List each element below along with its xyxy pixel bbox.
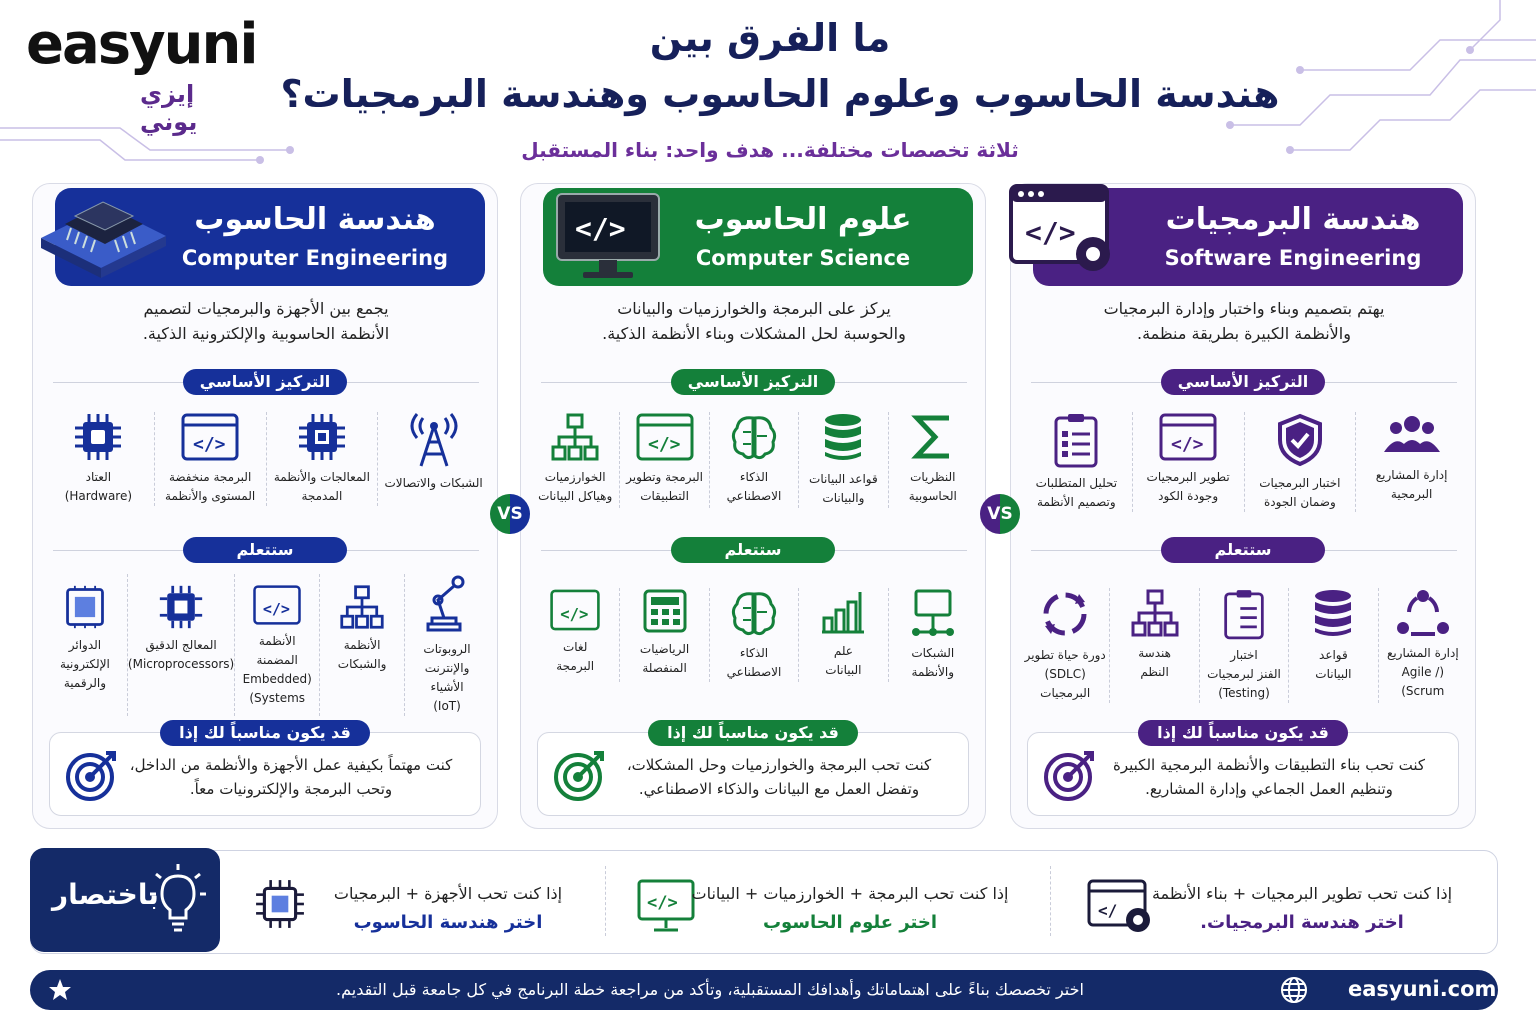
list-item: هندسة النظم xyxy=(1110,588,1199,703)
code-window-icon xyxy=(1158,412,1218,462)
target-icon xyxy=(64,747,120,803)
globe-icon xyxy=(1280,976,1308,1004)
column-computer-engineering xyxy=(32,183,498,829)
list-item: الذكاء الاصطناعي xyxy=(710,588,799,682)
ce-title-ar: هندسة الحاسوب xyxy=(194,202,436,237)
se-fit-box: كنت تحب بناء التطبيقات والأنظمة البرمجية الكبيرة وتنظيم العمل الجماعي وإدارة المشاريع. xyxy=(1027,732,1459,816)
code-window-icon xyxy=(180,412,240,462)
hierarchy-icon xyxy=(1130,588,1180,638)
list-item: الدوائر الإلكترونية والرقمية xyxy=(43,574,128,716)
cs-fit-label: قد يكون مناسباً لك إذا xyxy=(648,720,858,746)
list-item: الرياضيات المنفصلة xyxy=(620,588,709,682)
cs-header xyxy=(543,188,973,286)
ce-title-en: Computer Engineering xyxy=(181,246,449,270)
svg-text:</>: </> xyxy=(647,434,681,455)
svg-text:</>: </> xyxy=(560,605,589,624)
summary-item-cs: </> إذا كنت تحب البرمجة + الخوارزميات + البيانات اختر علوم الحاسوب xyxy=(630,856,1040,948)
ce-focus-label: التركيز الأساسي xyxy=(183,369,347,395)
list-item: </> البرمجة وتطوير التطبيقات xyxy=(620,412,709,508)
website-link[interactable]: easyuni.com xyxy=(1348,977,1497,1001)
microchip-icon xyxy=(158,584,204,630)
summary-item-ce: إذا كنت تحب الأجهزة + البرمجيات اختر هندسة الحاسوب xyxy=(248,856,588,948)
list-item: الشبكات والأنظمة xyxy=(889,588,977,682)
list-item: </> البرمجة منخفضة المستوى والأنظمة xyxy=(155,412,267,506)
svg-text:</>: </> xyxy=(193,434,226,455)
se-fit-label: قد يكون مناسباً لك إذا xyxy=(1138,720,1348,746)
svg-text:</>: </> xyxy=(575,212,626,245)
code-window-icon xyxy=(549,588,601,632)
se-learn-label: ستتعلم xyxy=(1161,537,1325,563)
svg-text:</: </ xyxy=(1098,901,1118,920)
code-window-icon xyxy=(252,584,302,626)
summary-badge xyxy=(30,848,220,952)
cs-title-en: Computer Science xyxy=(695,246,911,270)
page-title-line2: هندسة الحاسوب وعلوم الحاسوب وهندسة البرمجيات؟ xyxy=(280,72,1280,116)
code-window-icon xyxy=(635,412,695,462)
list-item: الروبوتات والإنترنت الأشياء (IoT) xyxy=(405,574,489,716)
tree-icon xyxy=(549,412,601,462)
svg-text:</>: </> xyxy=(1025,216,1076,249)
clipboard-icon xyxy=(1052,412,1100,468)
bar-chart-icon xyxy=(820,588,866,636)
ce-fit-box: كنت مهتماً بكيفية عمل الأجهزة والأنظمة من الداخل، وتحب البرمجة والإلكترونيات معاً. xyxy=(49,732,481,816)
monitor-code-icon xyxy=(553,190,663,282)
cs-learn-label: ستتعلم xyxy=(671,537,835,563)
list-item: قواعد البيانات والبيانات xyxy=(799,412,888,508)
refresh-cycle-icon xyxy=(1039,588,1091,640)
list-item: إدارة المشاريع (Agile / Scrum) xyxy=(1379,588,1467,703)
list-item: </> تطوير البرمجيات وجودة الكود xyxy=(1133,412,1245,512)
list-item: الذكاء الاصطناعي xyxy=(710,412,799,508)
list-item: تحليل المتطلبات وتصميم الأنظمة xyxy=(1021,412,1133,512)
summary-item-se: </ إذا كنت تحب تطوير البرمجيات + بناء الأنظمة اختر هندسة البرمجيات. xyxy=(1080,856,1490,948)
database-icon xyxy=(821,412,865,464)
target-icon xyxy=(1042,747,1098,803)
star-icon xyxy=(48,978,72,1002)
circuit-icon xyxy=(62,584,108,630)
list-item: دورة حياة تطوير (SDLC) البرمجيات xyxy=(1021,588,1110,703)
list-item: الخوارزميات وهياكل البيانات xyxy=(531,412,620,508)
vs-badge: VS xyxy=(490,494,530,534)
ce-learn-row xyxy=(43,574,489,716)
list-item: اختبار البرمجيات وضمان الجودة xyxy=(1245,412,1357,512)
list-item: الأنظمة والشبكات xyxy=(320,574,405,716)
svg-text:</>: </> xyxy=(1171,434,1204,455)
svg-text:</>: </> xyxy=(647,893,678,913)
list-item: علم البيانات xyxy=(799,588,888,682)
se-focus-label: التركيز الأساسي xyxy=(1161,369,1325,395)
page-subtitle: ثلاثة تخصصات مختلفة... هدف واحد: بناء المستقبل xyxy=(521,138,1019,162)
se-title-en: Software Engineering xyxy=(1164,246,1422,270)
team-icon xyxy=(1384,412,1440,460)
clipboard-icon xyxy=(1222,588,1266,640)
se-focus-row xyxy=(1021,412,1467,512)
page-title-line1: ما الفرق بين xyxy=(649,16,891,60)
column-computer-science xyxy=(520,183,986,829)
chip-icon xyxy=(73,412,123,462)
list-item: المعالج الدقيق (Microprocessors) xyxy=(128,574,235,716)
brain-icon xyxy=(729,412,779,462)
calculator-icon xyxy=(642,588,688,634)
ce-description: يجمع بين الأجهزة والبرمجيات لتصميم الأنظمة الحاسوبية والإلكترونية الذكية. xyxy=(142,299,390,343)
list-item: قواعد البيانات xyxy=(1289,588,1378,703)
robot-arm-icon xyxy=(424,574,470,634)
summary-label: باختصار xyxy=(52,878,159,911)
cs-title-ar: علوم الحاسوب xyxy=(694,202,912,237)
se-learn-row xyxy=(1021,588,1467,703)
list-item: اختبار الفنز لبرمجيات (Testing) xyxy=(1200,588,1289,703)
brain-icon xyxy=(729,588,779,638)
brand-arabic: إيزي يوني xyxy=(140,80,198,136)
svg-text:</>: </> xyxy=(263,600,291,619)
se-description: يهتم بتصميم وبناء واختبار وإدارة البرمجيات والأنظمة الكبيرة بطريقة منظمة. xyxy=(1103,299,1385,343)
code-window-gear-icon xyxy=(1003,180,1118,275)
ce-learn-label: ستتعلم xyxy=(183,537,347,563)
cs-fit-box: كنت تحب البرمجة والخوارزميات وحل المشكلات، وتفضل العمل مع البيانات والذكاء الاصطناعي. xyxy=(537,732,969,816)
ce-header xyxy=(55,188,485,286)
footer-note: اختر تخصصك بناءً على اهتماماتك وأهدافك المستقبلية، وتأكد من مراجعة خطة البرنامج في كل جامعة قبل التقديم. xyxy=(336,980,1084,999)
cs-learn-row xyxy=(531,588,977,682)
target-icon xyxy=(552,747,608,803)
list-item: </> لغات البرمجة xyxy=(531,588,620,682)
cs-description: يركز على البرمجة والخوارزميات والبيانات والحوسبة لحل المشكلات وبناء الأنظمة الذكية. xyxy=(602,299,906,343)
se-title-ar: هندسة البرمجيات xyxy=(1165,202,1421,237)
chip-icon xyxy=(254,878,306,930)
shield-check-icon xyxy=(1272,412,1328,468)
column-software-engineering xyxy=(1010,183,1476,829)
lightbulb-icon xyxy=(150,862,206,934)
cs-focus-row xyxy=(531,412,977,508)
list-item: </> الأنظمة المضمنة (Embedded Systems) xyxy=(235,574,320,716)
processor-icon xyxy=(297,412,347,462)
list-item: العتاد (Hardware) xyxy=(43,412,155,506)
processor-3d-icon xyxy=(31,178,171,288)
list-item: الشبكات والاتصالات xyxy=(378,412,489,506)
antenna-icon xyxy=(409,412,459,468)
cs-focus-label: التركيز الأساسي xyxy=(671,369,835,395)
sigma-icon xyxy=(911,412,955,462)
footer-bar xyxy=(30,970,1498,1010)
list-item: إدارة المشاريع البرمجية xyxy=(1356,412,1467,512)
vs-badge: VS xyxy=(980,494,1020,534)
database-icon xyxy=(1311,588,1355,640)
network-icon xyxy=(339,584,385,630)
list-item: النظريات الحاسوبية xyxy=(889,412,977,508)
network-monitor-icon xyxy=(908,588,958,638)
cycle-people-icon xyxy=(1395,588,1451,638)
ce-focus-row xyxy=(43,412,489,506)
list-item: المعالجات والأنظمة المدمجة xyxy=(267,412,379,506)
ce-fit-label: قد يكون مناسباً لك إذا xyxy=(160,720,370,746)
brand-logo: easyuni xyxy=(26,12,257,77)
se-header xyxy=(1025,188,1463,286)
